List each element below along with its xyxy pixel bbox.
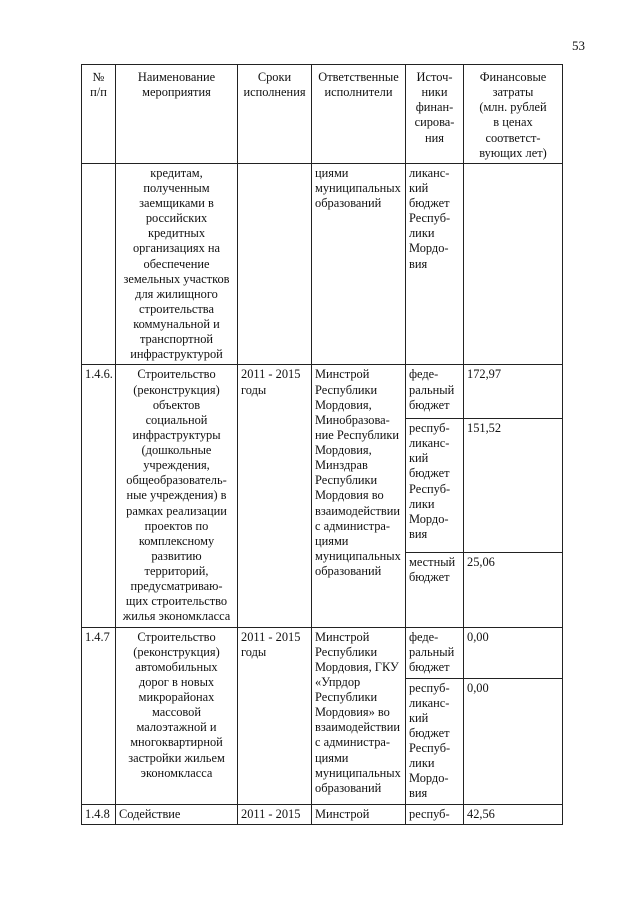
row-num xyxy=(82,163,116,365)
row-resp: Минстрой Республики Мордовия, ГКУ «Упрдор Республики Мордовия» во взаимодействии с администра- циями муниципальных образований xyxy=(312,627,406,804)
measures-table xyxy=(81,64,563,825)
row-resp: циями муниципальных образований xyxy=(312,163,406,365)
row-finance: 42,56 xyxy=(464,804,563,824)
page-number: 53 xyxy=(572,38,585,53)
row-source: феде- ральный бюджет xyxy=(406,365,464,419)
row-num: 1.4.6. xyxy=(82,365,116,627)
header-source: Источ- ники финан- сирова- ния xyxy=(406,65,464,164)
header-name: Наименование мероприятия xyxy=(116,65,238,164)
row-num: 1.4.8 xyxy=(82,804,116,824)
row-source: ликанс- кий бюджет Респуб- лики Мордо- вия xyxy=(406,163,464,365)
table-header-row xyxy=(82,65,563,164)
table-row xyxy=(82,365,563,419)
header-finance: Финансовые затраты (млн. рублей в ценах соответст- вующих лет) xyxy=(464,65,563,164)
row-finance: 0,00 xyxy=(464,678,563,804)
row-source: респуб- ликанс- кий бюджет Респуб- лики Мордо- вия xyxy=(406,419,464,553)
row-finance: 0,00 xyxy=(464,627,563,678)
row-source: респуб- xyxy=(406,804,464,824)
table-row xyxy=(82,627,563,678)
row-finance xyxy=(464,163,563,365)
header-resp: Ответственные исполнители xyxy=(312,65,406,164)
row-term: 2011 - 2015 xyxy=(238,804,312,824)
header-num: № п/п xyxy=(82,65,116,164)
header-term: Сроки исполнения xyxy=(238,65,312,164)
row-name: Строительство (реконструкция) автомобильных дорог в новых микрорайонах массовой малоэтажной и многоквартирной застройки жильем экономкласса xyxy=(116,627,238,804)
row-resp: Минстрой Республики Мордовия, Минобразова- ние Республики Мордовия, Минздрав Республики Мордовия во взаимодействии с администра- циями муниципальных образований xyxy=(312,365,406,627)
table-row xyxy=(82,163,563,365)
row-finance: 151,52 xyxy=(464,419,563,553)
row-term: 2011 - 2015 годы xyxy=(238,627,312,804)
row-name: кредитам, полученным заемщиками в российских кредитных организациях на обеспечение земельных участков для жилищного строительства коммунальной и транспортной инфраструктурой xyxy=(116,163,238,365)
row-name: Строительство (реконструкция) объектов социальной инфраструктуры (дошкольные учреждения, общеобразователь- ные учреждения) в рамках реализации проектов по комплексному развитию территорий, предусматриваю- щих строительство жилья экономкласса xyxy=(116,365,238,627)
row-source: респуб- ликанс- кий бюджет Респуб- лики Мордо- вия xyxy=(406,678,464,804)
row-source: феде- ральный бюджет xyxy=(406,627,464,678)
table-row xyxy=(82,804,563,824)
row-finance: 172,97 xyxy=(464,365,563,419)
row-term: 2011 - 2015 годы xyxy=(238,365,312,627)
row-resp: Минстрой xyxy=(312,804,406,824)
row-source: местный бюджет xyxy=(406,552,464,627)
row-num: 1.4.7 xyxy=(82,627,116,804)
row-finance: 25,06 xyxy=(464,552,563,627)
row-term xyxy=(238,163,312,365)
row-name: Содействие xyxy=(116,804,238,824)
